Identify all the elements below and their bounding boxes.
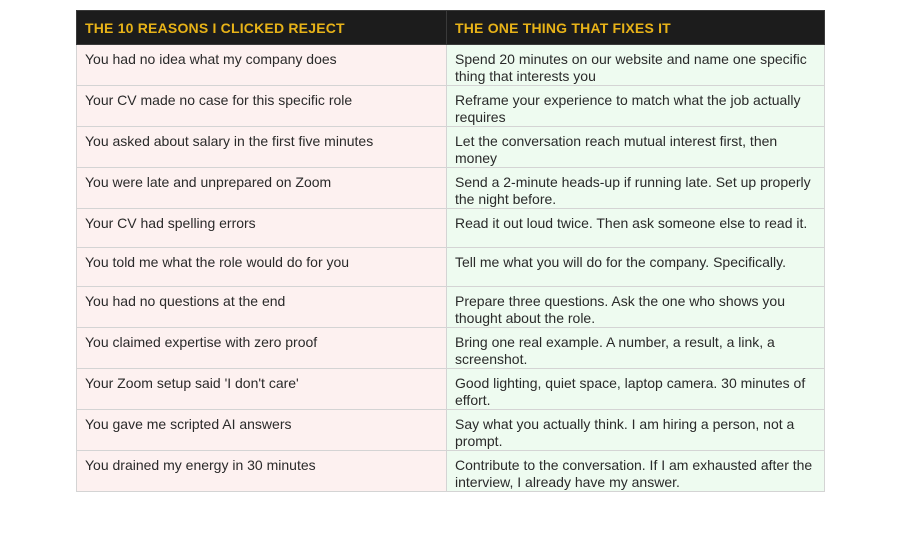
reason-cell: You asked about salary in the first five minutes [77, 127, 447, 168]
fix-cell: Good lighting, quiet space, laptop camera. 30 minutes of effort. [447, 369, 825, 410]
table-row [77, 287, 825, 328]
table-row [77, 45, 825, 86]
reason-cell: Your CV made no case for this specific role [77, 86, 447, 127]
fix-cell: Tell me what you will do for the company. Specifically. [447, 248, 825, 287]
table-row [77, 86, 825, 127]
table-row [77, 410, 825, 451]
table-header-row [77, 11, 825, 45]
reason-cell: Your Zoom setup said 'I don't care' [77, 369, 447, 410]
rejection-reasons-table [76, 10, 825, 492]
reason-cell: You claimed expertise with zero proof [77, 328, 447, 369]
table-row [77, 168, 825, 209]
reason-cell: You were late and unprepared on Zoom [77, 168, 447, 209]
reason-cell: You drained my energy in 30 minutes [77, 451, 447, 492]
fix-cell: Reframe your experience to match what the job actually requires [447, 86, 825, 127]
table-row [77, 451, 825, 492]
table-row [77, 328, 825, 369]
table-row [77, 248, 825, 287]
table-row [77, 369, 825, 410]
reason-cell: You told me what the role would do for you [77, 248, 447, 287]
rejection-table-container [76, 10, 824, 492]
reason-cell: Your CV had spelling errors [77, 209, 447, 248]
reason-column-header: THE 10 REASONS I CLICKED REJECT [77, 11, 447, 45]
fix-cell: Read it out loud twice. Then ask someone else to read it. [447, 209, 825, 248]
fix-cell: Bring one real example. A number, a result, a link, a screenshot. [447, 328, 825, 369]
reason-cell: You gave me scripted AI answers [77, 410, 447, 451]
fix-cell: Contribute to the conversation. If I am exhausted after the interview, I already have my answer. [447, 451, 825, 492]
fix-cell: Let the conversation reach mutual interest first, then money [447, 127, 825, 168]
reason-cell: You had no questions at the end [77, 287, 447, 328]
table-body [77, 45, 825, 492]
fix-cell: Spend 20 minutes on our website and name one specific thing that interests you [447, 45, 825, 86]
fix-cell: Say what you actually think. I am hiring a person, not a prompt. [447, 410, 825, 451]
fix-column-header: THE ONE THING THAT FIXES IT [447, 11, 825, 45]
table-row [77, 209, 825, 248]
fix-cell: Send a 2-minute heads-up if running late. Set up properly the night before. [447, 168, 825, 209]
reason-cell: You had no idea what my company does [77, 45, 447, 86]
fix-cell: Prepare three questions. Ask the one who shows you thought about the role. [447, 287, 825, 328]
table-row [77, 127, 825, 168]
